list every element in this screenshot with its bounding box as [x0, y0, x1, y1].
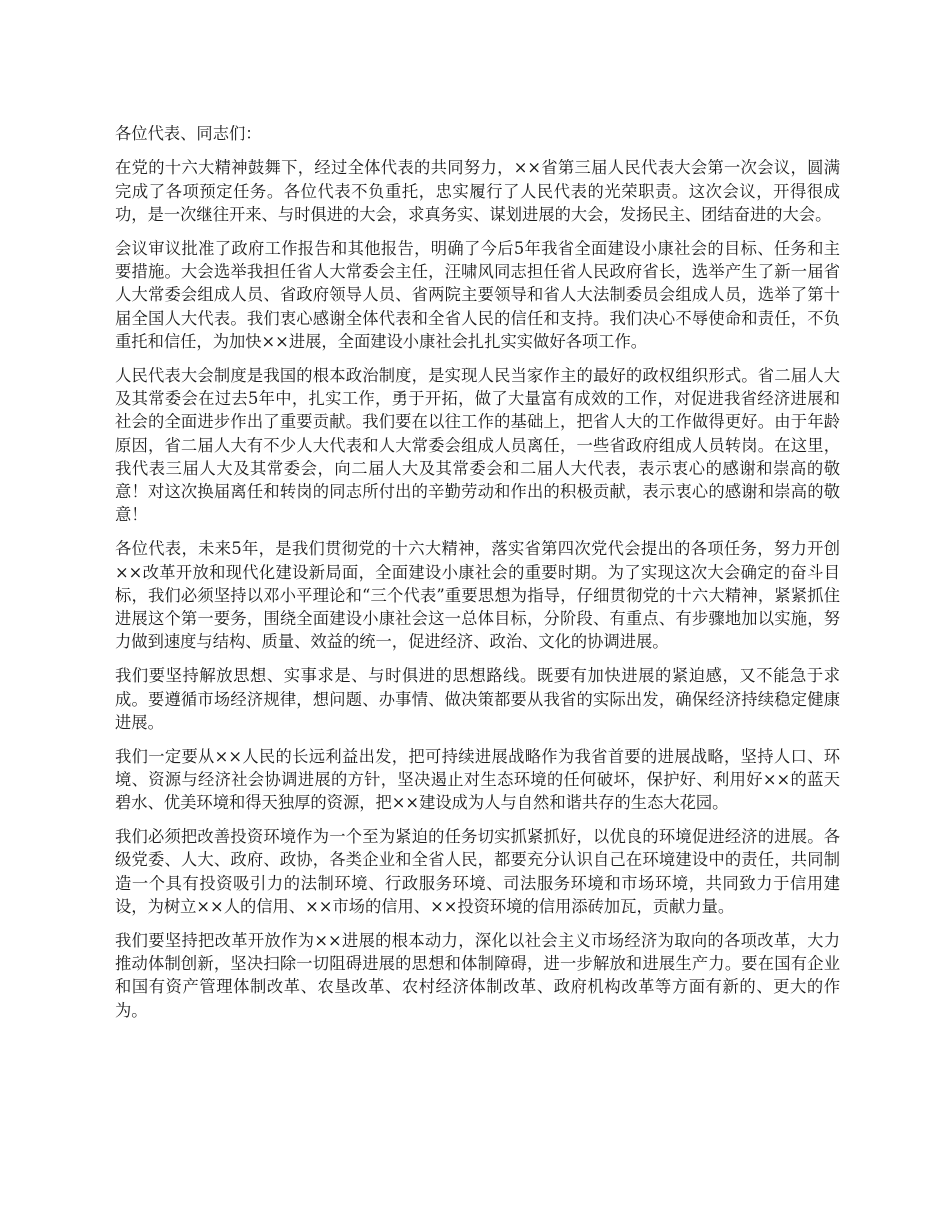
paragraph: 会议审议批准了政府工作报告和其他报告，明确了今后5年我省全面建设小康社会的目标、任务和主要措施。大会选举我担任省人大常委会主任，汪啸风同志担任省人民政府省长，选举产生了新一届省人大常委会组成人员、省政府领导人员、省两院主要领导和省人大法制委员会组成人员，选举了第十届全国人大代表。我们衷心感谢全体代表和全省人民的信任和支持。我们决心不辱使命和责任，不负重托和信任，为加快××进展，全面建设小康社会扎扎实实做好各项工作。	[115, 238, 840, 351]
paragraph: 我们一定要从××人民的长远利益出发，把可持续进展战略作为我省首要的进展战略，坚持人口、环境、资源与经济社会协调进展的方针，坚决遏止对生态环境的任何破坏，保护好、利用好××的蓝天碧水、优美环境和得天独厚的资源，把××建设成为人与自然和谐共存的生态大花园。	[115, 746, 840, 813]
paragraph: 我们必须把改善投资环境作为一个至为紧迫的任务切实抓紧抓好，以优良的环境促进经济的进展。各级党委、人大、政府、政协，各类企业和全省人民，都要充分认识自己在环境建设中的责任，共同制造一个具有投资吸引力的法制环境、行政服务环境、司法服务环境和市场环境，共同致力于信用建设，为树立××人的信用、××市场的信用、××投资环境的信用添砖加瓦，贡献力量。	[115, 827, 840, 916]
document-body	[115, 122, 840, 1032]
paragraph: 各位代表，未来5年，是我们贯彻党的十六大精神，落实省第四次党代会提出的各项任务，努力开创××改革开放和现代化建设新局面，全面建设小康社会的重要时期。为了实现这次大会确定的奋斗目标，我们必须坚持以邓小平理论和“三个代表”重要思想为指导，仔细贯彻党的十六大精神，紧紧抓住进展这个第一要务，围绕全面建设小康社会这一总体目标，分阶段、有重点、有步骤地加以实施，努力做到速度与结构、质量、效益的统一，促进经济、政治、文化的协调进展。	[115, 539, 840, 652]
paragraph: 我们要坚持把改革开放作为××进展的根本动力，深化以社会主义市场经济为取向的各项改革，大力推动体制创新，坚决扫除一切阻碍进展的思想和体制障碍，进一步解放和进展生产力。要在国有企业和国有资产管理体制改革、农垦改革、农村经济体制改革、政府机构改革等方面有新的、更大的作为。	[115, 930, 840, 1020]
paragraph: 人民代表大会制度是我国的根本政治制度，是实现人民当家作主的最好的政权组织形式。省二届人大及其常委会在过去5年中，扎实工作，勇于开拓，做了大量富有成效的工作，对促进我省经济进展和社会的全面进步作出了重要贡献。我们要在以往工作的基础上，把省人大的工作做得更好。由于年龄原因，省二届人大有不少人大代表和人大常委会组成人员离任，一些省政府组成人员转岗。在这里，我代表三届人大及其常委会，向二届人大及其常委会和二届人大代表，表示衷心的感谢和崇高的敬意！对这次换届离任和转岗的同志所付出的辛勤劳动和作出的积极贡献，表示衷心的感谢和崇高的敬意！	[115, 365, 840, 525]
paragraph: 我们要坚持解放思想、实事求是、与时俱进的思想路线。既要有加快进展的紧迫感，又不能急于求成。要遵循市场经济规律，想问题、办事情、做决策都要从我省的实际出发，确保经济持续稳定健康进展。	[115, 666, 840, 732]
greeting: 各位代表、同志们：	[115, 124, 262, 143]
paragraph: 在党的十六大精神鼓舞下，经过全体代表的共同努力，××省第三届人民代表大会第一次会议，圆满完成了各项预定任务。各位代表不负重托，忠实履行了人民代表的光荣职责。这次会议，开得很成功，是一次继往开来、与时俱进的大会，求真务实、谋划进展的大会，发扬民主、团结奋进的大会。	[115, 158, 840, 224]
